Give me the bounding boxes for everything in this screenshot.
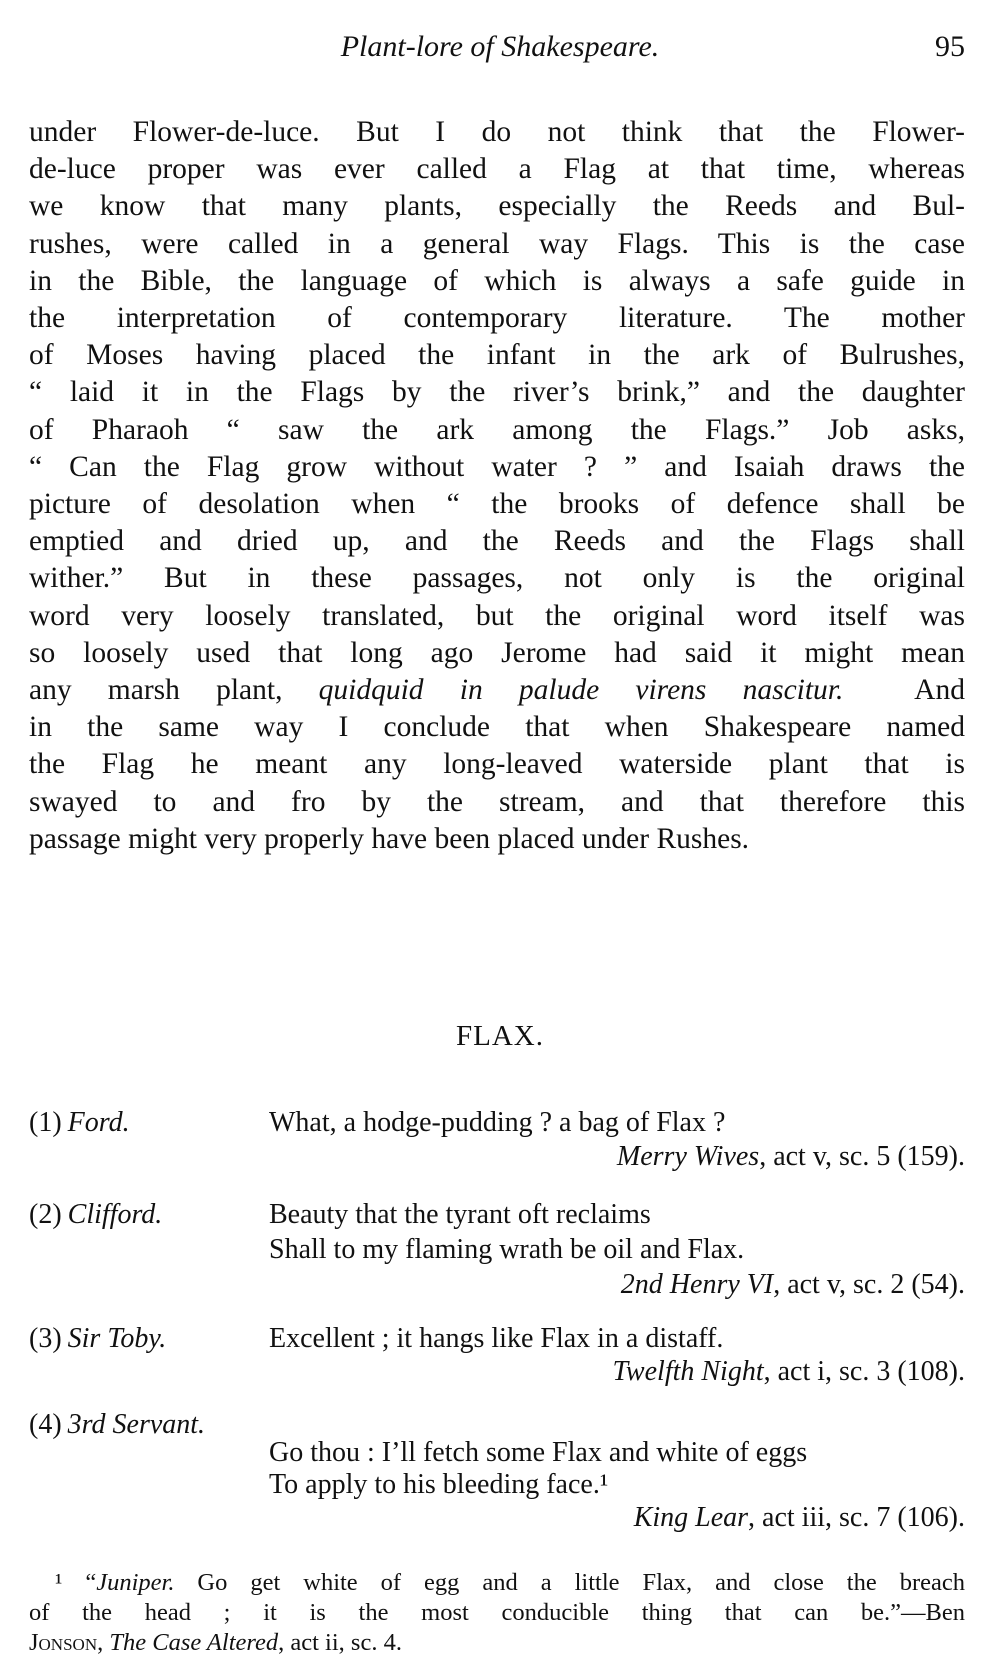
body-line: “ laid it in the Flags by the river’s brink,” and the daughter	[29, 376, 965, 409]
body-line: of Moses having placed the infant in the ark of Bulrushes,	[29, 339, 965, 372]
body-line: rushes, were called in a general way Flags. This is the case	[29, 227, 965, 260]
text: And	[843, 674, 965, 706]
body-line: picture of desolation when “ the brooks of defence shall be	[29, 488, 965, 520]
body-line: we know that many plants, especially the Reeds and Bul-	[29, 190, 965, 223]
body-line: under Flower-de-luce. But I do not think that the Flower-	[29, 116, 965, 148]
body-line: in the same way I conclude that when Shakespeare named	[29, 711, 965, 744]
body-line: passage might very properly have been placed under Rushes.	[29, 822, 750, 855]
footnote-ref: , act ii, sc. 4.	[278, 1629, 402, 1656]
citation-ref: , act iii, sc. 7 (106).	[748, 1502, 965, 1533]
body-line: wither.” But in these passages, not only is the original	[29, 562, 965, 595]
quote-label	[29, 1198, 162, 1232]
play-title: 2nd Henry VI	[620, 1269, 774, 1300]
quote-number: (2)	[29, 1199, 62, 1230]
speaker: Sir Toby.	[67, 1323, 167, 1354]
text: any marsh plant,	[29, 674, 319, 706]
quote-number: (4)	[29, 1409, 62, 1440]
running-title: Plant-lore of Shakespeare.	[340, 30, 660, 63]
footnote-line	[29, 1628, 965, 1658]
body-line: emptied and dried up, and the Reeds and the Flags shall	[29, 525, 965, 558]
citation-ref: , act v, sc. 5 (159).	[759, 1141, 965, 1172]
footnote-line	[29, 1598, 965, 1628]
footnote-work: The Case Altered	[109, 1629, 279, 1656]
citation	[634, 1501, 965, 1535]
quote-label	[29, 1106, 130, 1140]
footnote-line	[55, 1568, 965, 1598]
footnote-text: of the head ; it is the most conducible thing that can be.”—Ben	[29, 1599, 965, 1626]
citation-ref: , act v, sc. 2 (54).	[773, 1269, 965, 1300]
play-title: Twelfth Night	[612, 1356, 764, 1387]
body-line: the Flag he meant any long-leaved waterside plant that is	[29, 748, 965, 781]
quote-line: What, a hodge-pudding ? a bag of Flax ?	[269, 1107, 726, 1138]
body-line: in the Bible, the language of which is always a safe guide in	[29, 264, 965, 297]
speaker: Clifford.	[67, 1199, 163, 1230]
quote-label	[29, 1322, 166, 1356]
body-line: de-luce proper was ever called a Flag at that time, whereas	[29, 153, 965, 186]
speaker: Ford.	[67, 1107, 130, 1138]
play-title: Merry Wives	[616, 1141, 760, 1172]
play-title: King Lear	[633, 1502, 749, 1533]
quote-number: (3)	[29, 1323, 62, 1354]
footnote-author: Jonson,	[29, 1629, 104, 1656]
citation	[617, 1140, 965, 1174]
speaker: 3rd Servant.	[67, 1409, 206, 1440]
body-line: the interpretation of contemporary literature. The mother	[29, 302, 965, 334]
quote-label	[29, 1408, 205, 1442]
body-line: so loosely used that long ago Jerome had said it might mean	[29, 636, 965, 669]
footnote-marker: ¹ “	[55, 1569, 97, 1596]
body-line: “ Can the Flag grow without water ? ” and Isaiah draws the	[29, 450, 965, 483]
quote-line: Go thou : I’ll fetch some Flax and white of eggs	[269, 1437, 808, 1468]
citation-ref: , act i, sc. 3 (108).	[763, 1356, 965, 1387]
footnote-speaker: Juniper.	[96, 1569, 175, 1596]
citation	[621, 1268, 965, 1302]
page-number: 95	[935, 30, 965, 63]
body-line: of Pharaoh “ saw the ark among the Flags.” Job asks,	[29, 413, 965, 446]
body-line	[29, 672, 965, 709]
latin-phrase: quidquid in palude virens nascitur.	[318, 674, 844, 706]
quote-number: (1)	[29, 1107, 62, 1138]
footnote-text: Go get white of egg and a little Flax, and close the breach	[174, 1569, 965, 1596]
body-line: swayed to and fro by the stream, and that therefore this	[29, 785, 965, 818]
quote-line: To apply to his bleeding face.¹	[269, 1469, 609, 1500]
quote-line: Shall to my flaming wrath be oil and Flax.	[269, 1234, 745, 1265]
section-title: FLAX.	[456, 1020, 544, 1052]
citation	[612, 1355, 965, 1389]
quote-line: Beauty that the tyrant oft reclaims	[269, 1199, 651, 1230]
quote-line: Excellent ; it hangs like Flax in a distaff.	[269, 1323, 724, 1354]
body-line: word very loosely translated, but the original word itself was	[29, 599, 965, 632]
